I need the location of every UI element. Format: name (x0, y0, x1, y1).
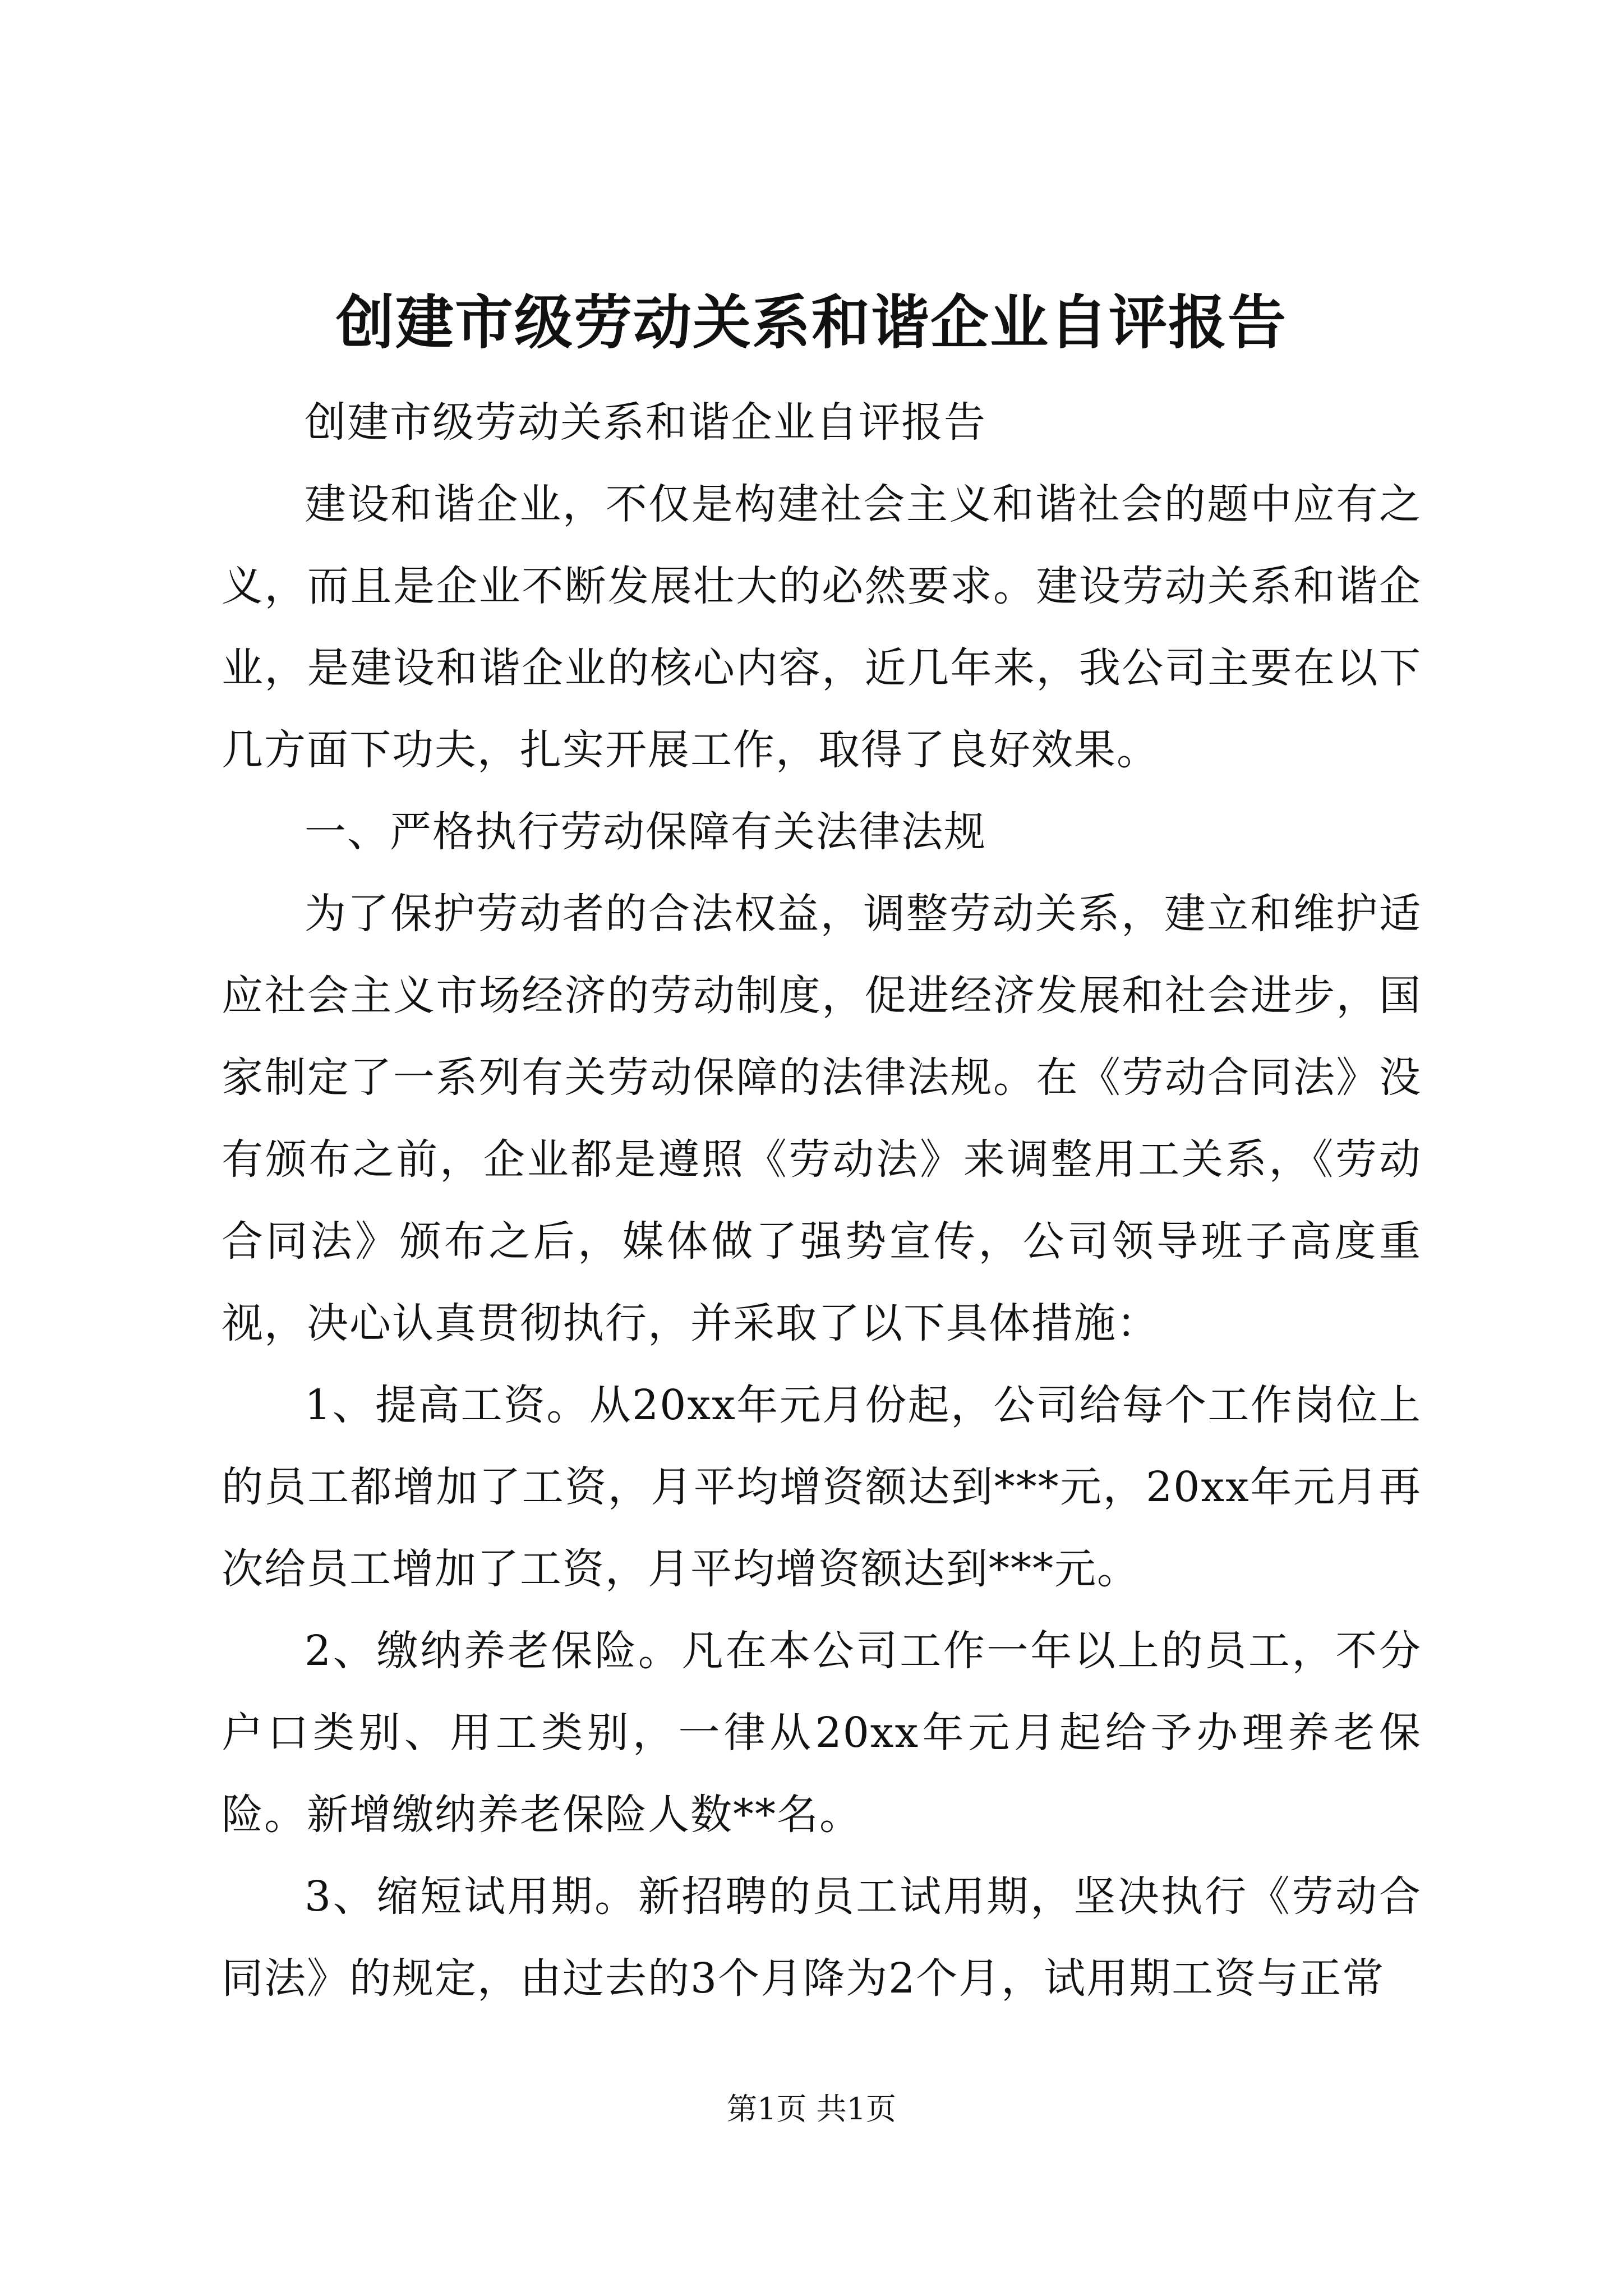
section-heading-1: 一、严格执行劳动保障有关法律法规 (305, 808, 986, 856)
paragraph-intro: 建设和谐企业，不仅是构建社会主义和谐社会的题中应有之义，而且是企业不断发展壮大的必然要求。建设劳动关系和谐企业，是建设和谐企业的核心内容，近几年来，我公司主要在以下几方面下功夫，扎实开展工作，取得了良好效果。 (222, 480, 1422, 774)
document-title: 创建市级劳动关系和谐企业自评报告 (335, 288, 1287, 357)
list-item-wages: 1、提高工资。从20xx年元月份起，公司给每个工作岗位上的员工都增加了工资，月平均增资额达到***元，20xx年元月再次给员工增加了工资，月平均增资额达到***元。 (222, 1381, 1422, 1593)
document-body (222, 381, 1422, 2019)
paragraph-section-1: 为了保护劳动者的合法权益，调整劳动关系，建立和维护适应社会主义市场经济的劳动制度，促进经济发展和社会进步，国家制定了一系列有关劳动保障的法律法规。在《劳动合同法》没有颁布之前，企业都是遵照《劳动法》来调整用工关系，《劳动合同法》颁布之后，媒体做了强势宣传，公司领导班子高度重视，决心认真贯彻执行，并采取了以下具体措施： (222, 890, 1422, 1347)
list-item-pension: 2、缴纳养老保险。凡在本公司工作一年以上的员工，不分户口类别、用工类别，一律从20xx年元月起给予办理养老保险。新增缴纳养老保险人数**名。 (222, 1627, 1422, 1839)
paragraph-subtitle: 创建市级劳动关系和谐企业自评报告 (305, 398, 986, 447)
list-item-probation: 3、缩短试用期。新招聘的员工试用期，坚决执行《劳动合同法》的规定，由过去的3个月降为2个月，试用期工资与正常 (222, 1872, 1422, 2003)
page-footer: 第1页 共1页 (727, 2091, 896, 2127)
